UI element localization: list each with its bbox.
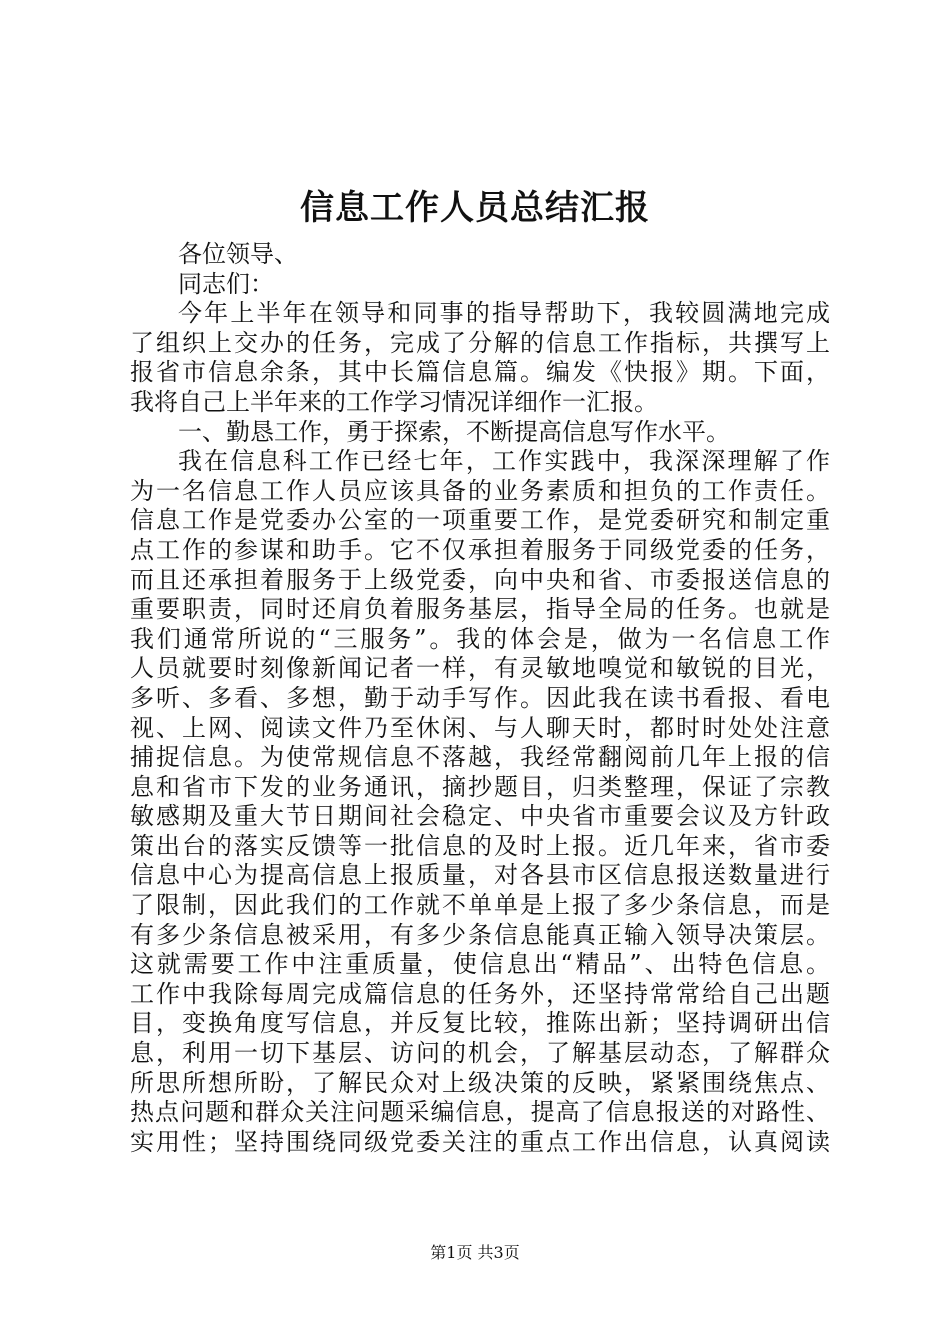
text-line: 信息中心为提高信息上报质量，对各县市区信息报送数量进行 (130, 861, 830, 890)
text-line: 为一名信息工作人员应该具备的业务素质和担负的工作责任。 (130, 476, 830, 505)
text-line: 而且还承担着服务于上级党委，向中央和省、市委报送信息的 (130, 565, 830, 594)
document-title: 信息工作人员总结汇报 (300, 188, 650, 228)
text-line: 我将自己上半年来的工作学习情况详细作一汇报。 (130, 387, 658, 416)
text-line: 这就需要工作中注重质量，使信息出“精品”、出特色信息。 (130, 950, 830, 979)
text-line: 目，变换角度写信息，并反复比较，推陈出新；坚持调研出信 (130, 1009, 830, 1038)
text-line: 有多少条信息被采用，有多少条信息能真正输入领导决策层。 (130, 920, 830, 949)
text-line: 所思所想所盼，了解民众对上级决策的反映，紧紧围绕焦点、 (130, 1068, 830, 1097)
text-line: 我们通常所说的“三服务”。我的体会是，做为一名信息工作 (130, 624, 830, 653)
text-line: 报省市信息余条，其中长篇信息篇。编发《快报》期。下面， (130, 358, 830, 387)
text-line: 工作中我除每周完成篇信息的任务外，还坚持常常给自己出题 (130, 979, 830, 1008)
text-line: 重要职责，同时还肩负着服务基层，指导全局的任务。也就是 (130, 595, 830, 624)
text-line: 敏感期及重大节日期间社会稳定、中央省市重要会议及方针政 (130, 802, 830, 831)
text-line: 捕捉信息。为使常规信息不落越，我经常翻阅前几年上报的信 (130, 743, 830, 772)
text-line: 人员就要时刻像新闻记者一样，有灵敏地嗅觉和敏锐的目光， (130, 654, 830, 683)
text-line: 息和省市下发的业务通讯，摘抄题目，归类整理，保证了宗教 (130, 772, 830, 801)
page-footer: 第1页 共3页 (430, 1243, 520, 1262)
text-line: 多听、多看、多想，勤于动手写作。因此我在读书看报、看电 (130, 683, 830, 712)
text-line: 息，利用一切下基层、访问的机会，了解基层动态，了解群众 (130, 1039, 830, 1068)
text-line: 热点问题和群众关注问题采编信息，提高了信息报送的对路性、 (130, 1098, 830, 1127)
text-line: 信息工作是党委办公室的一项重要工作，是党委研究和制定重 (130, 506, 830, 535)
text-line: 一、勤恳工作，勇于探索，不断提高信息写作水平。 (178, 417, 730, 446)
text-line: 了组织上交办的任务，完成了分解的信息工作指标，共撰写上 (130, 328, 830, 357)
text-line: 我在信息科工作已经七年，工作实践中，我深深理解了作 (178, 447, 830, 476)
document-body (130, 240, 830, 1157)
text-line: 视、上网、阅读文件乃至休闲、与人聊天时，都时时处处注意 (130, 713, 830, 742)
text-line: 策出台的落实反馈等一批信息的及时上报。近几年来，省市委 (130, 831, 830, 860)
text-line: 实用性；坚持围绕同级党委关注的重点工作出信息，认真阅读 (130, 1127, 830, 1156)
text-line: 了限制，因此我们的工作就不单单是上报了多少条信息，而是 (130, 891, 830, 920)
text-line: 同志们： (178, 269, 274, 298)
text-line: 各位领导、 (178, 240, 298, 268)
text-line: 点工作的参谋和助手。它不仅承担着服务于同级党委的任务， (130, 535, 830, 564)
text-line: 今年上半年在领导和同事的指导帮助下，我较圆满地完成 (178, 299, 830, 328)
